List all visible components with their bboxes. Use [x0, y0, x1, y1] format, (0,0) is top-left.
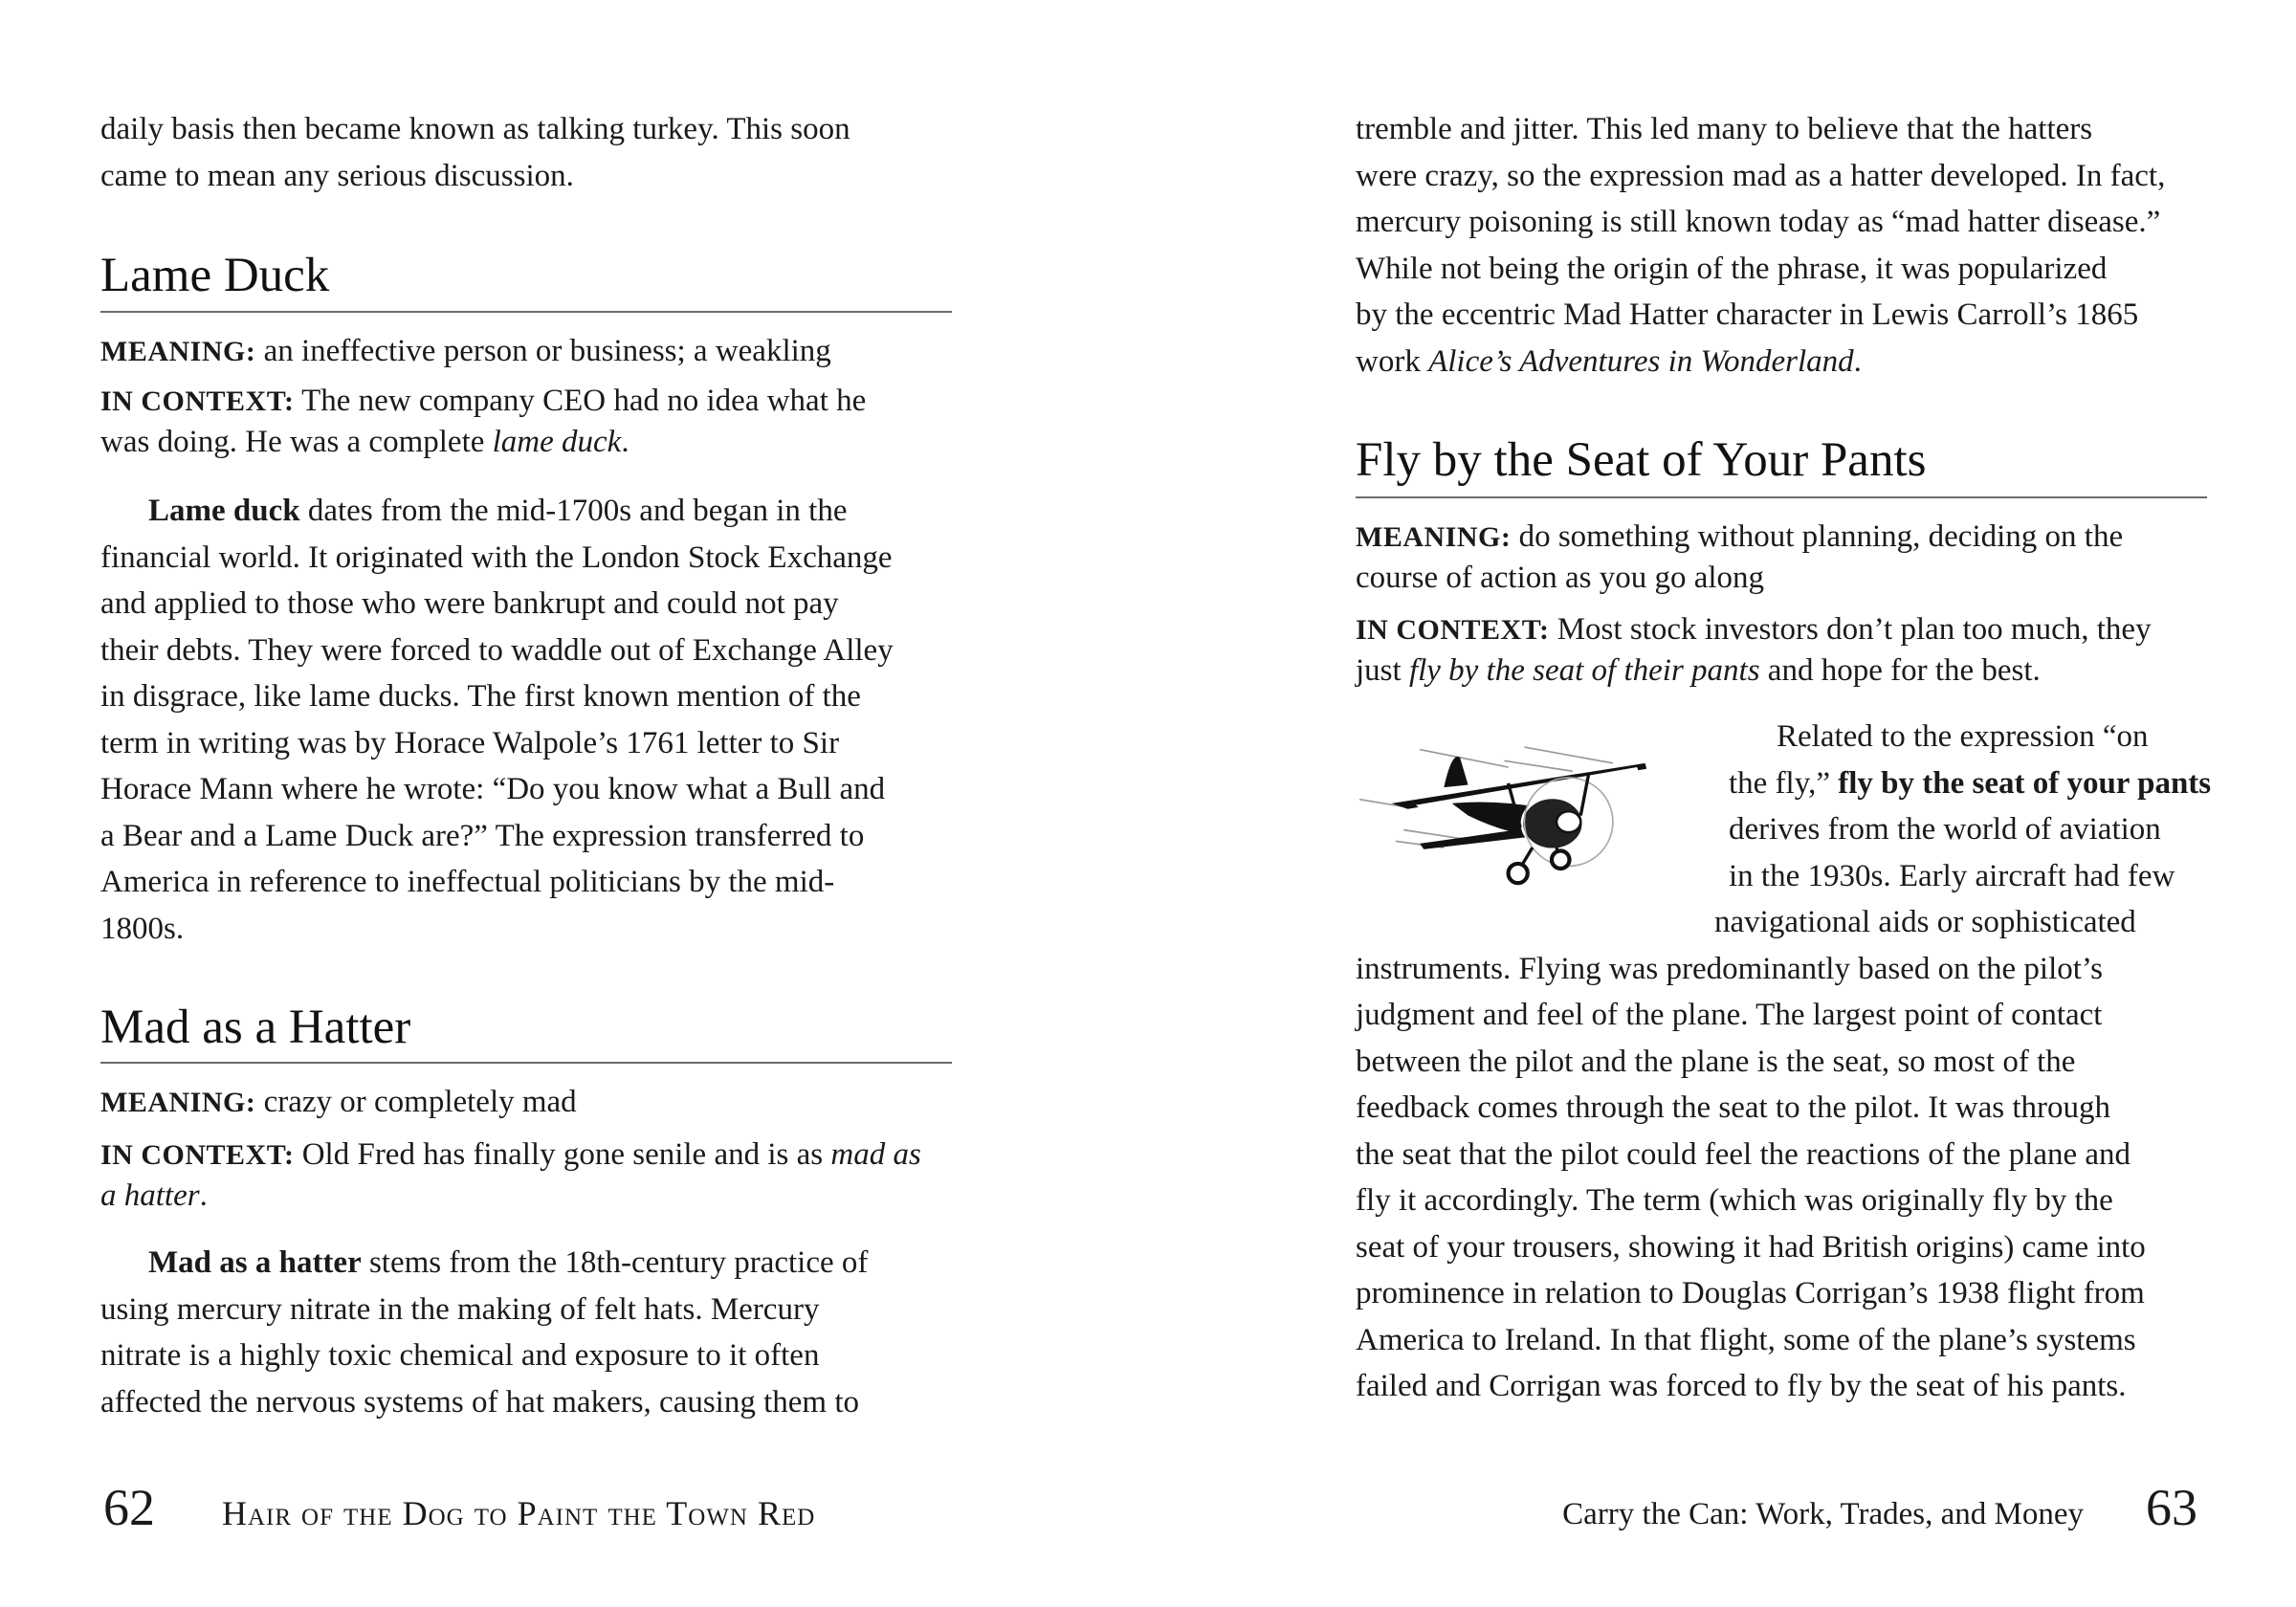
text-run: were crazy, so the expression mad as a hatter developed. In fact,	[1356, 158, 2166, 193]
in-context-example	[100, 1134, 921, 1217]
right-page	[1148, 0, 2296, 1607]
text-line	[1356, 199, 2165, 246]
text-line	[1356, 1363, 2211, 1410]
meaning-definition	[100, 331, 831, 372]
text-line	[100, 581, 894, 627]
heading-rule	[1356, 496, 2207, 498]
text-line	[100, 106, 850, 153]
text-line	[100, 673, 894, 720]
text-line	[100, 381, 866, 422]
running-head: Hair of the Dog to Paint the Town Red	[222, 1494, 816, 1532]
text-line	[100, 1379, 868, 1426]
tail-fin	[1444, 757, 1468, 787]
text-run: daily basis then became known as talking turkey. This soon	[100, 112, 850, 146]
text-line	[100, 535, 894, 582]
text-run: prominence in relation to Douglas Corrigan’s 1938 flight from	[1356, 1276, 2145, 1310]
text-line	[1356, 650, 2152, 692]
text-run: using mercury nitrate in the making of felt hats. Mercury	[100, 1291, 820, 1327]
definition-label: MEANING:	[1356, 521, 1512, 553]
text-line	[1356, 339, 2165, 385]
text-run: their debts. They were forced to waddle out of Exchange Alley	[100, 632, 894, 668]
text-run: by the eccentric Mad Hatter character in Lewis Carroll’s 1865	[1356, 297, 2139, 332]
definition-label: IN CONTEXT:	[100, 1139, 295, 1171]
mad-as-a-hatter-body	[100, 1240, 868, 1425]
definition-label: MEANING:	[100, 1087, 256, 1118]
italic-text: Alice’s Adventures in Wonderland	[1428, 343, 1854, 379]
text-run: crazy or completely mad	[255, 1085, 577, 1119]
text-run: work	[1356, 343, 1429, 379]
text-run: 1800s.	[100, 911, 185, 946]
text-line	[100, 813, 894, 860]
text-line	[100, 422, 866, 463]
text-line	[100, 1082, 577, 1123]
in-context-example	[100, 381, 866, 463]
text-line	[100, 1176, 921, 1217]
text-run: Horace Mann where he wrote: “Do you know what a Bull and	[100, 772, 886, 806]
bold-term: Lame duck	[148, 494, 300, 528]
section-heading-fly-by-the-seat: Fly by the Seat of Your Pants	[1356, 433, 1927, 487]
text-run: and hope for the best.	[1759, 653, 2041, 688]
italic-text: mad as	[830, 1137, 921, 1172]
text-line	[1356, 609, 2152, 650]
text-line	[1356, 1178, 2211, 1224]
text-run: tremble and jitter. This led many to believe that the hatters	[1356, 112, 2093, 146]
definition-label: MEANING:	[100, 336, 256, 367]
meaning-definition	[100, 1082, 577, 1123]
text-run: fly it accordingly. The term (which was originally fly by the	[1356, 1183, 2113, 1218]
biplane-illustration	[1339, 727, 1693, 904]
wheel	[1552, 851, 1570, 870]
text-run: While not being the origin of the phrase, it was popularized	[1356, 251, 2108, 286]
text-run: judgment and feel of the plane. The largest point of contact	[1356, 998, 2103, 1032]
text-line	[100, 1240, 868, 1287]
text-run: an ineffective person or business; a weakling	[255, 334, 831, 368]
text-run: America in reference to ineffectual politicians by the mid-	[100, 865, 835, 899]
text-line	[1356, 899, 2211, 946]
italic-text: fly by the seat of their pants	[1408, 653, 1760, 688]
text-run: in disgrace, like lame ducks. The first known mention of the	[100, 679, 861, 714]
wheel	[1509, 864, 1528, 883]
text-run: was doing. He was a complete	[100, 425, 493, 459]
text-run: in the 1930s. Early aircraft had few	[1729, 858, 2175, 893]
text-run: feedback comes through the seat to the pilot. It was through	[1356, 1090, 2111, 1125]
running-head: Carry the Can: Work, Trades, and Money	[1562, 1497, 2084, 1531]
in-context-example	[1356, 609, 2152, 692]
italic-text: lame duck	[492, 425, 622, 459]
italic-text: a hatter	[100, 1178, 200, 1213]
text-run: just	[1356, 653, 1409, 688]
text-run: stems from the 18th-century practice of	[361, 1245, 869, 1280]
text-run: .	[199, 1178, 208, 1213]
text-run: derives from the world of aviation	[1729, 812, 2161, 847]
text-line	[100, 859, 894, 906]
text-run: seat of your trousers, showing it had British origins) came into	[1356, 1229, 2146, 1265]
text-line	[1356, 1270, 2211, 1317]
page-number: 63	[2146, 1479, 2197, 1536]
bold-term: fly by the seat of your pants	[1838, 765, 2212, 801]
text-run: affected the nervous systems of hat makers, causing them to	[100, 1384, 859, 1420]
text-line	[1356, 558, 2123, 599]
text-line	[1356, 992, 2211, 1039]
text-run: between the pilot and the plane is the seat, so most of the	[1356, 1044, 2076, 1079]
text-line	[100, 1134, 921, 1176]
definition-label: IN CONTEXT:	[1356, 614, 1550, 646]
text-line	[1356, 1085, 2211, 1132]
text-run: and applied to those who were bankrupt and could not pay	[100, 586, 839, 621]
text-run: America to Ireland. In that flight, some of the plane’s systems	[1356, 1322, 2136, 1357]
text-run: the fly,”	[1729, 765, 1839, 801]
section-heading-lame-duck: Lame Duck	[100, 249, 330, 302]
text-line	[100, 1332, 868, 1379]
text-run: came to mean any serious discussion.	[100, 158, 574, 193]
text-run: nitrate is a highly toxic chemical and exposure to it often	[100, 1338, 820, 1373]
text-run: do something without planning, deciding on the	[1511, 519, 2124, 554]
text-line	[100, 766, 894, 813]
text-line	[1356, 246, 2165, 293]
text-run: financial world. It originated with the London Stock Exchange	[100, 539, 893, 575]
text-run: instruments. Flying was predominantly based on the pilot’s	[1356, 951, 2103, 986]
text-line	[100, 488, 894, 535]
text-run: navigational aids or sophisticated	[1714, 905, 2136, 939]
definition-label: IN CONTEXT:	[100, 385, 295, 417]
text-run: failed and Corrigan was forced to fly by the seat of his pants.	[1356, 1369, 2127, 1403]
right-intro-paragraph	[1356, 106, 2165, 385]
text-run: a Bear and a Lame Duck are?” The expression transferred to	[100, 818, 865, 853]
text-line	[1356, 517, 2123, 558]
text-line	[100, 720, 894, 767]
text-line	[1356, 106, 2165, 153]
text-line	[1356, 292, 2165, 339]
text-run: the seat that the pilot could feel the reactions of the plane and	[1356, 1136, 2131, 1172]
text-run: The new company CEO had no idea what he	[294, 384, 867, 418]
text-line	[100, 1287, 868, 1333]
text-line	[100, 627, 894, 674]
left-intro-paragraph	[100, 106, 850, 199]
section-heading-mad-as-a-hatter: Mad as a Hatter	[100, 1001, 411, 1054]
heading-rule	[100, 1062, 952, 1064]
text-line	[1356, 946, 2211, 993]
text-line	[100, 331, 831, 372]
text-line	[100, 906, 894, 953]
text-run: mercury poisoning is still known today as “mad hatter disease.”	[1356, 205, 2161, 239]
page-number: 62	[103, 1479, 155, 1536]
text-line	[1356, 1132, 2211, 1178]
text-line	[1356, 1224, 2211, 1271]
lame-duck-body	[100, 488, 894, 952]
meaning-definition	[1356, 517, 2123, 599]
text-run: Most stock investors don’t plan too much, they	[1549, 612, 2152, 647]
text-run: Related to the expression “on	[1777, 719, 2149, 754]
text-line	[1356, 1317, 2211, 1364]
heading-rule	[100, 311, 952, 313]
text-run: course of action as you go along	[1356, 561, 1765, 595]
text-run: Old Fred has finally gone senile and is as	[294, 1137, 831, 1172]
text-run: .	[1853, 343, 1862, 379]
text-run: .	[621, 425, 629, 459]
text-run: dates from the mid-1700s and began in the	[299, 494, 848, 528]
text-run: term in writing was by Horace Walpole’s 1761 letter to Sir	[100, 725, 840, 760]
bold-term: Mad as a hatter	[148, 1245, 362, 1280]
text-line	[1356, 153, 2165, 200]
text-line	[1356, 1039, 2211, 1086]
text-line	[100, 153, 850, 200]
